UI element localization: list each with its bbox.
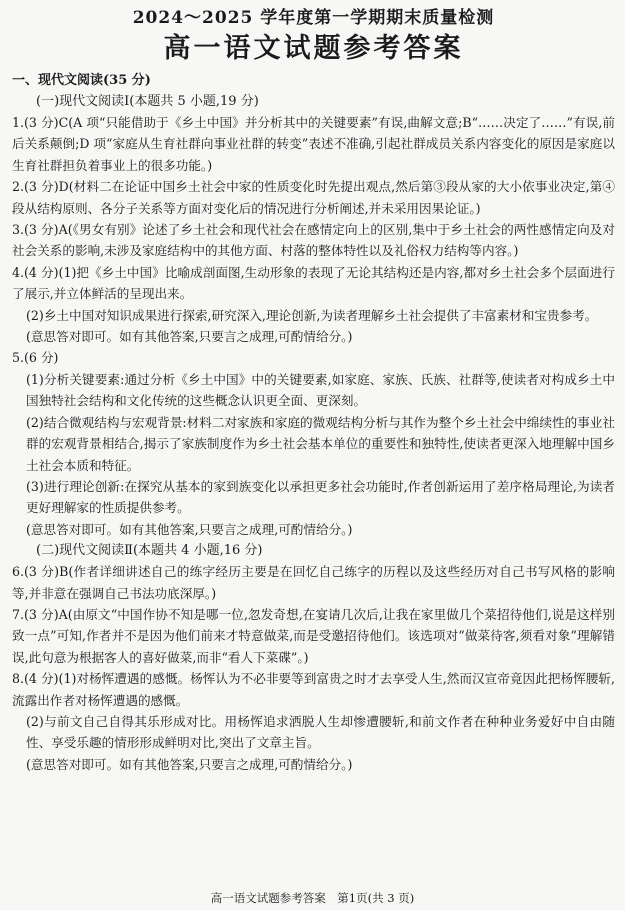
answer-q8-point2: (2)与前文自己自得其乐形成对比。用杨恽追求洒脱人生却惨遭腰斩,和前文作者在种种业务爱好中自由随性、享受乐趣的情形形成鲜明对比,突出了文章主旨。 [26,713,615,751]
part-heading-1: (一)现代文阅读Ⅰ(本题共 5 小题,19 分) [36,94,259,109]
page-footer: 高一语文试题参考答案 第1页(共 3 页) [210,891,415,905]
answer-q5-point3: (3)进行理论创新:在探究从基本的家到族变化以承担更多社会功能时,作者创新运用了差序格局理论,为读者更好理解家的性质提供参考。 [26,478,615,516]
answer-q5-note: (意思答对即可。如有其他答案,只要言之成理,可酌情给分。) [26,521,353,537]
answer-q6: 6.(3 分)B(作者详细讲述自己的练字经历主要是在回忆自己练字的历程以及这些经历对自己书写风格的影响等,并非意在强调自己书法功底深厚。) [12,564,615,601]
answer-q8-note: (意思答对即可。如有其他答案,只要言之成理,可酌情给分。) [26,756,353,772]
answer-q4-note: (意思答对即可。如有其他答案,只要言之成理,可酌情给分。) [26,329,353,345]
answer-q1: 1.(3 分)C(A 项“只能借助于《乡土中国》并分析其中的关键要素”有误,曲解文意;B“……决定了……”有误,前后关系颠倒;D 项“家庭从生育社群向事业社群的转变”表述不准确,引起社群成员关系内容变化的原因是家庭以生育社群担负着事业上的很多功能。) [12,115,615,173]
answer-q5-point1: (1)分析关键要素:通过分析《乡土中国》中的关键要素,如家庭、家族、氏族、社群等,使读者对构成乡土中国独特社会结构和文化传统的这些概念认识更全面、更深刻。 [26,371,615,409]
answer-q7: 7.(3 分)A(由原文“中国作协不知是哪一位,忽发奇想,在宴请几次后,让我在家里做几个菜招待他们,说是这样别致一点”可知,作者并不是因为他们前来才特意做菜,而是受邀招待他们。该选项对“做菜待客,须看对象”理解错误,此句意为根据客人的喜好做菜,而非“看人下菜碟”。) [12,606,615,665]
answer-q2: 2.(3 分)D(材料二在论证中国乡土社会中家的性质变化时先提出观点,然后第③段从家的大小依事业决定,第④段从结构原则、各分子关系等方面对变化后的情况进行分析阐述,并未采用因果论证。) [12,179,615,216]
section-heading: 一、现代文阅读(35 分) [12,73,151,88]
page-title: 高一语文试题参考答案 [163,33,464,64]
part-heading-2: (二)现代文阅读Ⅱ(本题共 4 小题,16 分) [36,543,263,559]
answer-q4-point2: (2)乡土中国对知识成果进行探索,研究深入,理论创新,为读者理解乡土社会提供了丰富素材和宝贵参考。 [26,307,598,323]
answer-q4-point1: 4.(4 分)(1)把《乡土中国》比喻成剖面图,生动形象的表现了无论其结构还是内容,都对乡土社会多个层面进行了展示,并立体鲜活的呈现出来。 [12,264,615,302]
answer-q3: 3.(3 分)A(《男女有别》论述了乡土社会和现代社会在感情定向上的区别,集中于乡土社会的两性感情定向及对社会关系的影响,未涉及家庭结构中的其他方面、村落的整体特性以及礼俗权力结构等内容。) [12,222,615,259]
answer-q5-point2: (2)结合微观结构与宏观背景:材料二对家族和家庭的微观结构分析与其作为整个乡土社会中绵续性的事业社群的宏观背景相结合,揭示了家族制度作为乡土社会基本单位的重要性和独特性,使读者更深入地理解中国乡土社会本质和特征。 [26,414,615,473]
answer-q8-point1: 8.(4 分)(1)对杨恽遭遇的感慨。杨恽认为不必非要等到富贵之时才去享受人生,然而汉宣帝竟因此把杨恽腰斩,流露出作者对杨恽遭遇的感慨。 [12,671,615,708]
exam-header: 2024～2025 学年度第一学期期末质量检测 [132,8,495,28]
answer-q5-heading: 5.(6 分) [12,350,59,366]
